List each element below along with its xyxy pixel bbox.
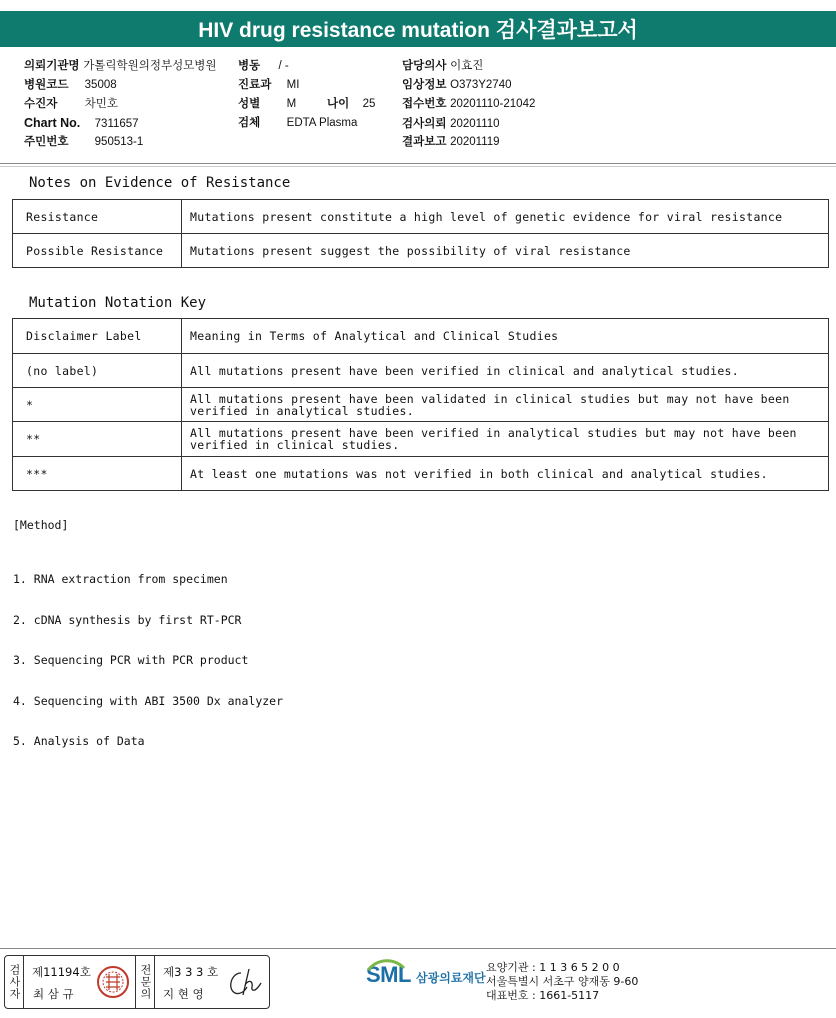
- table-row: [13, 388, 829, 422]
- method-title: [Method]: [13, 518, 69, 532]
- physician-label-text: 전문의: [139, 964, 152, 1000]
- resistance-notes-table: [12, 199, 829, 268]
- method-step: 3. Sequencing PCR with PCR product: [13, 653, 249, 667]
- clinical-info-value: O373Y2740: [450, 79, 512, 91]
- clinical-info-label: 임상정보: [402, 77, 447, 91]
- notation-key-title: Mutation Notation Key: [29, 295, 207, 311]
- table-cell-meaning: Mutations present constitute a high level of genetic evidence for viral resistance: [182, 200, 829, 234]
- table-header-meaning: Meaning in Terms of Analytical and Clinical Studies: [182, 319, 829, 354]
- chart-no-value: 7311657: [94, 118, 139, 130]
- divider: [0, 166, 836, 167]
- request-date-value: 20201110: [450, 118, 500, 130]
- sex-label: 성별: [238, 96, 261, 110]
- department-value: MI: [286, 79, 300, 91]
- institution-label: 의뢰기관명: [24, 58, 80, 72]
- physician-label: [135, 956, 155, 1008]
- table-cell-key: *: [13, 388, 182, 422]
- signature-box: [4, 955, 270, 1009]
- divider: [0, 163, 836, 164]
- resident-no-value: 950513-1: [94, 136, 144, 148]
- logo-text: SML: [366, 962, 411, 987]
- table-cell-meaning: All mutations present have been validated in clinical studies but may not have been verified in analytical studies.: [182, 388, 829, 422]
- table-cell-key: **: [13, 422, 182, 457]
- chart-no-label: Chart No.: [24, 116, 81, 130]
- examiner-name: 최 삼 규: [33, 987, 74, 1001]
- institution-contact: [486, 961, 638, 1003]
- hospital-code-value: 35008: [84, 79, 117, 91]
- table-row: [13, 354, 829, 388]
- report-title: HIV drug resistance mutation 검사결과보고서: [0, 11, 836, 47]
- table-cell-meaning: All mutations present have been verified in analytical studies but may not have been verified in clinical studies.: [182, 422, 829, 457]
- specimen-label: 검체: [238, 115, 261, 129]
- method-step: 5. Analysis of Data: [13, 734, 145, 748]
- table-row: [13, 200, 829, 234]
- phone: 대표번호 : 1661-5117: [486, 989, 600, 1002]
- foundation-name: 삼광의료재단: [416, 971, 486, 985]
- table-cell-meaning: All mutations present have been verified in clinical and analytical studies.: [182, 354, 829, 388]
- resistance-notes-title: Notes on Evidence of Resistance: [29, 175, 291, 191]
- resident-no-label: 주민번호: [24, 134, 69, 148]
- ward-value: / -: [278, 60, 289, 72]
- sex-value: M: [286, 98, 297, 110]
- physician-license: 제3 3 3 호: [163, 965, 219, 979]
- table-cell-key: (no label): [13, 354, 182, 388]
- patient-name-label: 수진자: [24, 96, 58, 110]
- hospital-code-label: 병원코드: [24, 77, 69, 91]
- method-step: 2. cDNA synthesis by first RT-PCR: [13, 612, 242, 627]
- age-label: 나이: [327, 96, 350, 110]
- receipt-no-label: 접수번호: [402, 96, 447, 110]
- age-value: 25: [362, 98, 376, 110]
- method-step: 1. RNA extraction from specimen: [13, 572, 228, 586]
- specimen-value: EDTA Plasma: [286, 117, 358, 129]
- seal-stamp-icon: [96, 965, 130, 999]
- table-cell-key: Resistance: [13, 200, 182, 234]
- table-header-row: [13, 319, 829, 354]
- examiner-license: 제11194호: [32, 965, 91, 979]
- notation-key-table: [12, 318, 829, 491]
- method-list: [13, 546, 283, 762]
- care-institution-code: 요양기관 : 1 1 3 6 5 2 0 0: [486, 961, 620, 974]
- request-date-label: 검사의뢰: [402, 116, 447, 130]
- logo-arc-icon: [366, 958, 406, 972]
- ward-label: 병동: [238, 58, 261, 72]
- examiner-label-text: 검사자: [8, 964, 21, 1000]
- doctor-label: 담당의사: [402, 58, 447, 72]
- report-date-value: 20201119: [450, 136, 500, 148]
- examiner-label: [5, 956, 24, 1008]
- report-date-label: 결과보고: [402, 134, 447, 148]
- physician-name: 지 현 영: [163, 987, 204, 1001]
- table-cell-key: Possible Resistance: [13, 234, 182, 268]
- method-step: 4. Sequencing with ABI 3500 Dx analyzer: [13, 693, 284, 708]
- patient-name-value: 차민호: [84, 98, 118, 110]
- signature-icon: [223, 965, 267, 1001]
- table-cell-key: ***: [13, 457, 182, 491]
- table-cell-meaning: Mutations present suggest the possibility of viral resistance: [182, 234, 829, 268]
- footer-divider: [0, 948, 836, 949]
- table-row: [13, 457, 829, 491]
- doctor-value: 이효진: [450, 60, 484, 72]
- institution-value: 가톨릭학원의정부성모병원: [83, 60, 217, 72]
- department-label: 진료과: [238, 77, 272, 91]
- table-header-key: Disclaimer Label: [13, 319, 182, 354]
- table-row: [13, 422, 829, 457]
- receipt-no-value: 20201110-21042: [450, 98, 536, 110]
- table-row: [13, 234, 829, 268]
- sml-logo: [366, 962, 486, 988]
- table-cell-meaning: At least one mutations was not verified in both clinical and analytical studies.: [182, 457, 829, 491]
- address: 서울특별시 서초구 양재동 9-60: [486, 975, 639, 988]
